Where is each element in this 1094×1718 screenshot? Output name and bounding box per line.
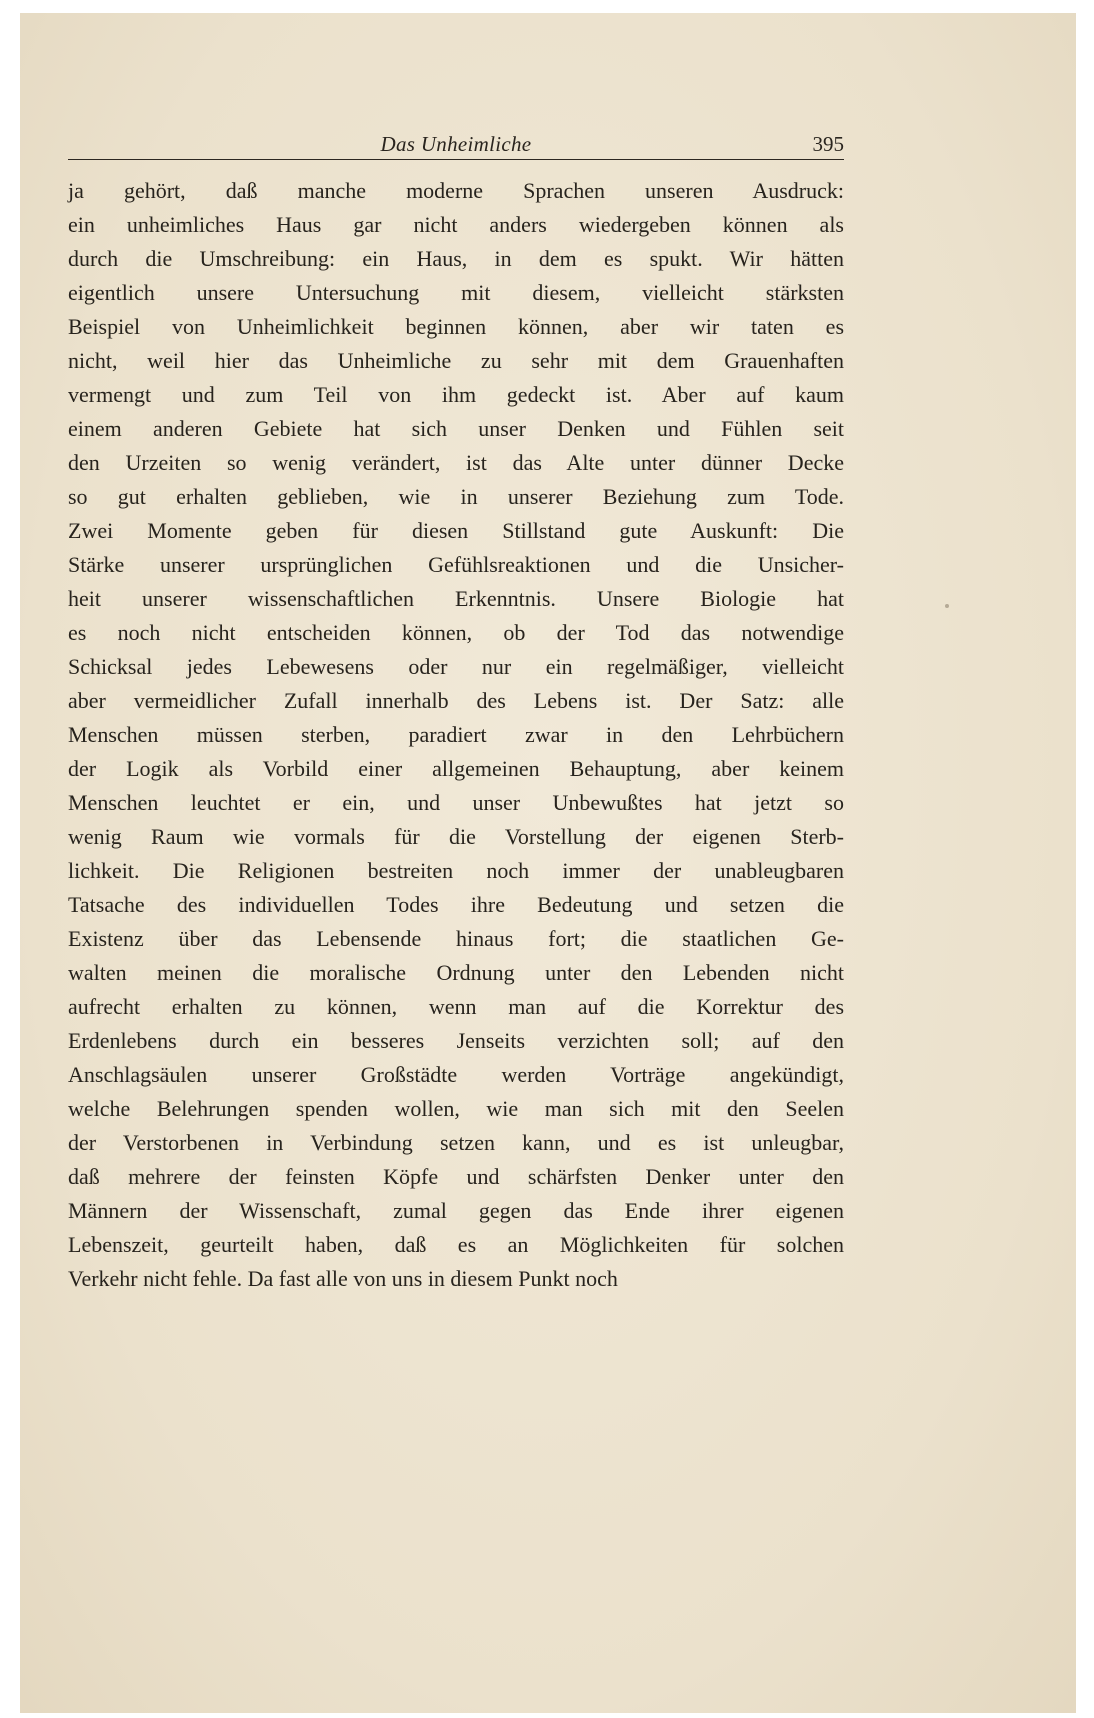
text-line: walten meinen die moralische Ordnung unter den Lebenden nicht <box>68 960 844 985</box>
text-line: eigentlich unsere Untersuchung mit diesem, vielleicht stärksten <box>68 280 844 305</box>
text-line: Menschen müssen sterben, paradiert zwar in den Lehrbüchern <box>68 722 844 747</box>
page-header <box>68 132 844 166</box>
text-line: Beispiel von Unheimlichkeit beginnen können, aber wir taten es <box>68 314 844 339</box>
text-line: aber vermeidlicher Zufall innerhalb des Lebens ist. Der Satz: alle <box>68 688 844 713</box>
text-line: Verkehr nicht fehle. Da fast alle von uns in diesem Punkt noch <box>68 1266 618 1291</box>
text-line: Zwei Momente geben für diesen Stillstand gute Auskunft: Die <box>68 518 844 543</box>
page-number: 395 <box>812 132 844 156</box>
text-line: wenig Raum wie vormals für die Vorstellung der eigenen Sterb- <box>68 824 844 849</box>
text-line: der Verstorbenen in Verbindung setzen kann, und es ist unleugbar, <box>68 1130 844 1155</box>
text-line: Erdenlebens durch ein besseres Jenseits verzichten soll; auf den <box>68 1028 844 1053</box>
text-line: vermengt und zum Teil von ihm gedeckt ist. Aber auf kaum <box>68 382 844 407</box>
text-line: einem anderen Gebiete hat sich unser Denken und Fühlen seit <box>68 416 844 441</box>
text-line: durch die Umschreibung: ein Haus, in dem es spukt. Wir hätten <box>68 246 844 271</box>
text-line: Schicksal jedes Lebewesens oder nur ein regelmäßiger, vielleicht <box>68 654 844 679</box>
text-line: Männern der Wissenschaft, zumal gegen das Ende ihrer eigenen <box>68 1198 844 1223</box>
text-line: daß mehrere der feinsten Köpfe und schärfsten Denker unter den <box>68 1164 844 1189</box>
text-line: Anschlagsäulen unserer Großstädte werden Vorträge angekündigt, <box>68 1062 844 1087</box>
text-line: ein unheimliches Haus gar nicht anders wiedergeben können als <box>68 212 844 237</box>
text-line: Existenz über das Lebensende hinaus fort; die staatlichen Ge- <box>68 926 844 951</box>
running-title: Das Unheimliche <box>380 132 532 156</box>
text-line: welche Belehrungen spenden wollen, wie man sich mit den Seelen <box>68 1096 844 1121</box>
text-line: aufrecht erhalten zu können, wenn man auf die Korrektur des <box>68 994 844 1019</box>
paper-smudge <box>945 604 949 608</box>
header-rule <box>68 159 844 160</box>
text-line: Tatsache des individuellen Todes ihre Bedeutung und setzen die <box>68 892 844 917</box>
text-line: den Urzeiten so wenig verändert, ist das Alte unter dünner Decke <box>68 450 844 475</box>
text-line: lichkeit. Die Religionen bestreiten noch immer der unableugbaren <box>68 858 844 883</box>
text-line: Menschen leuchtet er ein, und unser Unbewußtes hat jetzt so <box>68 790 844 815</box>
body-text <box>68 174 844 1296</box>
text-line: ja gehört, daß manche moderne Sprachen unseren Ausdruck: <box>68 178 844 203</box>
text-line: der Logik als Vorbild einer allgemeinen Behauptung, aber keinem <box>68 756 844 781</box>
text-line: nicht, weil hier das Unheimliche zu sehr mit dem Grauenhaften <box>68 348 844 373</box>
text-line: so gut erhalten geblieben, wie in unserer Beziehung zum Tode. <box>68 484 844 509</box>
text-line: Lebenszeit, geurteilt haben, daß es an Möglichkeiten für solchen <box>68 1232 844 1257</box>
text-line: es noch nicht entscheiden können, ob der Tod das notwendige <box>68 620 844 645</box>
text-line: Stärke unserer ursprünglichen Gefühlsreaktionen und die Unsicher- <box>68 552 844 577</box>
text-line: heit unserer wissenschaftlichen Erkenntnis. Unsere Biologie hat <box>68 586 844 611</box>
